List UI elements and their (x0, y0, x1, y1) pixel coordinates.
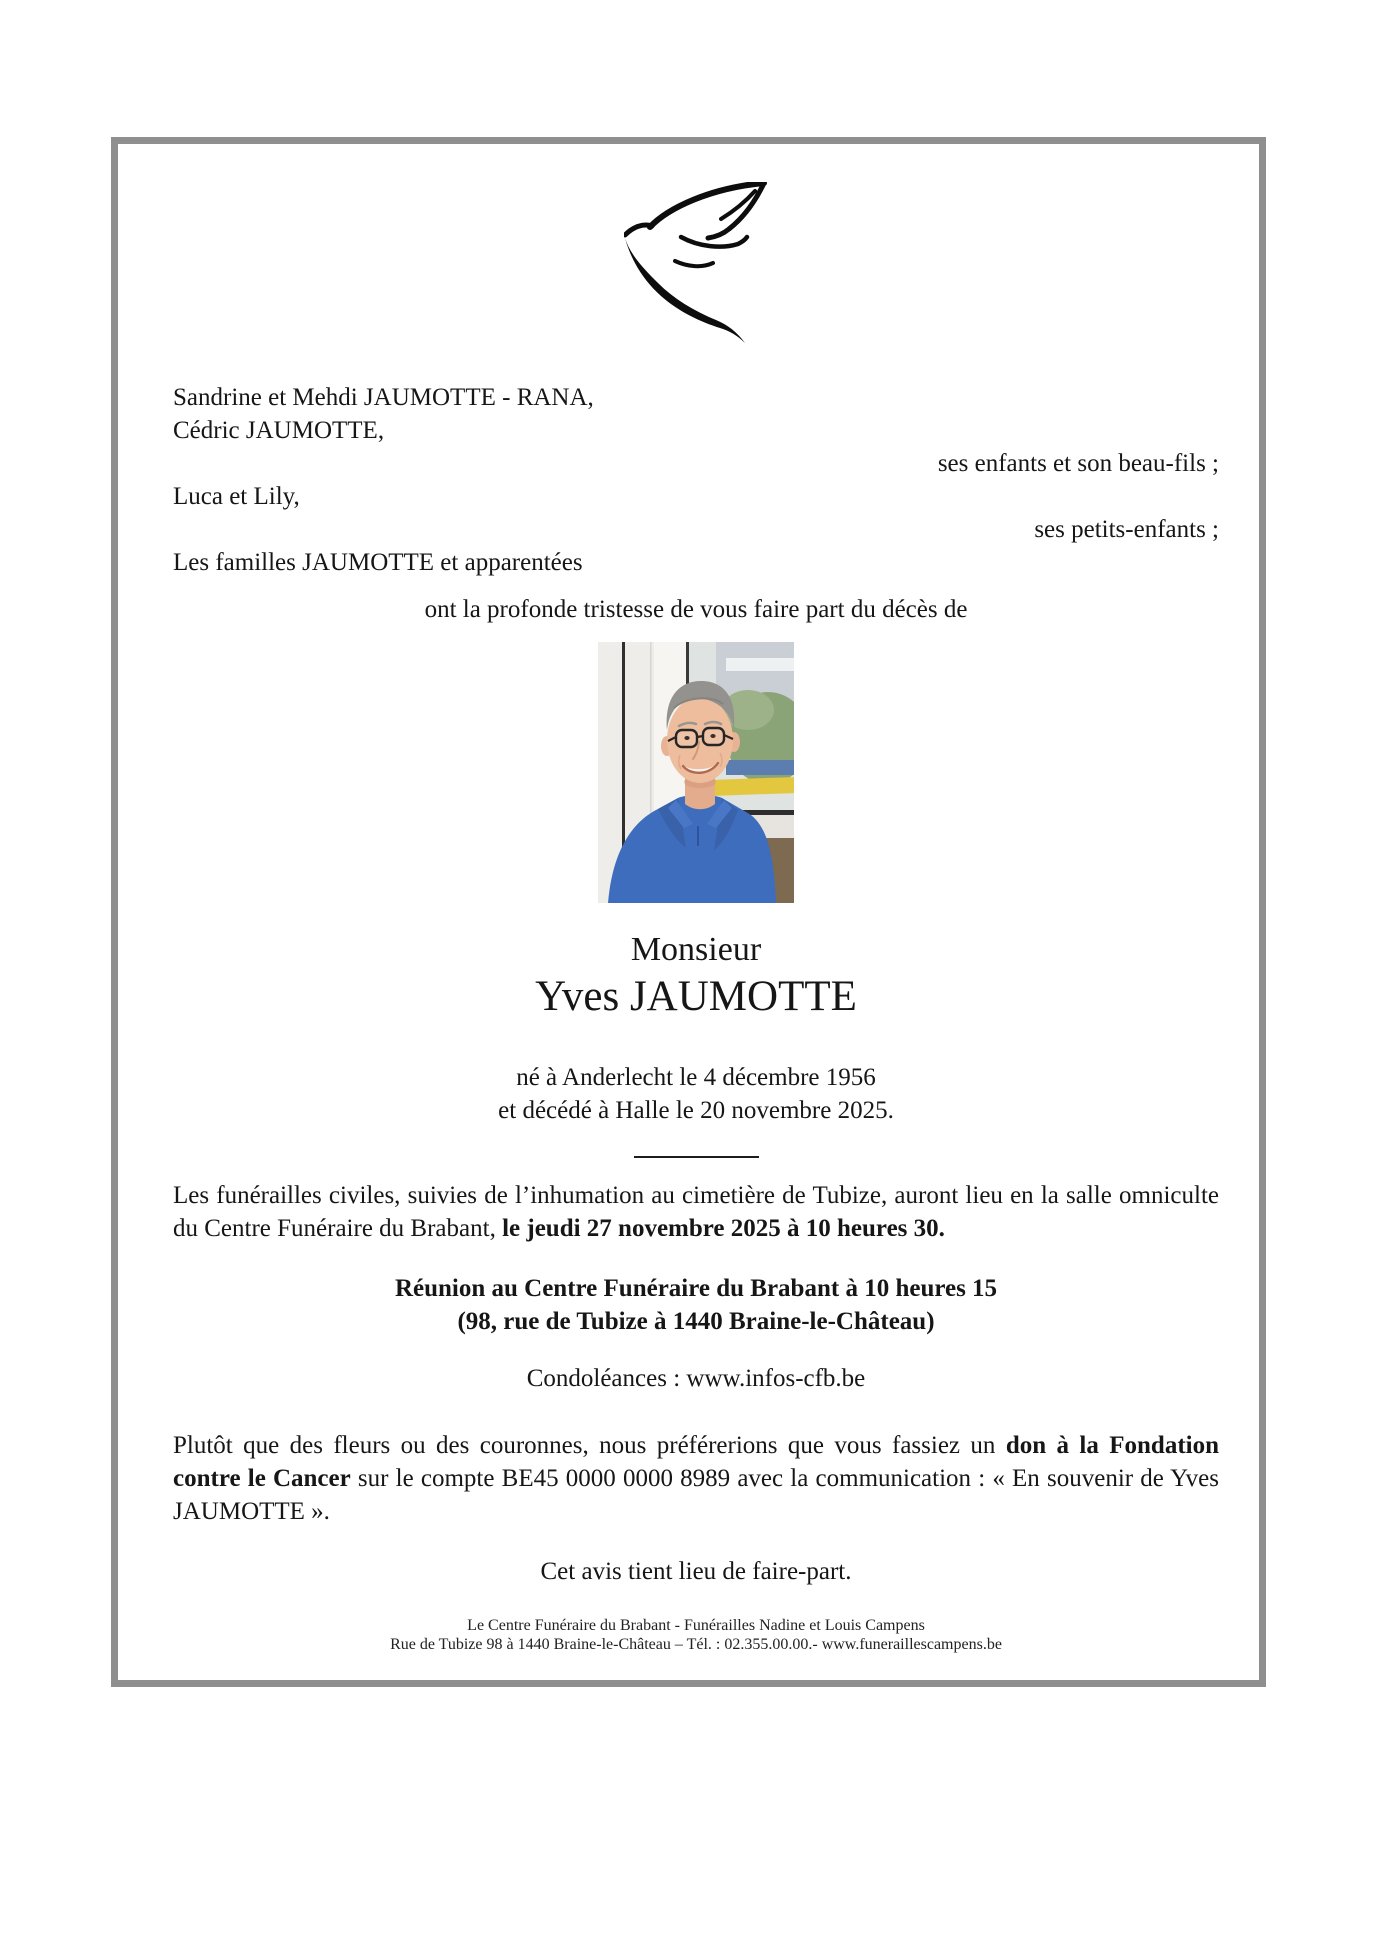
deceased-title: Monsieur (630, 931, 762, 968)
life-dates (173, 1061, 1219, 1127)
donation-bold: don à la Fondation contre le Cancer (173, 1432, 1219, 1492)
announcement-line: ont la profonde tristesse de vous faire part du décès de (424, 596, 968, 623)
dove-illustration (624, 182, 769, 347)
ceremony-intro-text: Les funérailles civiles, suivies de l’inhumation au cimetière de Tubize, auront lieu en la salle omniculte du Centre Funéraire du Brabant, (173, 1182, 1219, 1242)
footer-line-2: Rue de Tubize 98 à 1440 Braine-le-Château – Tél. : 02.355.00.00.- www.funeraillescampens.be (390, 1636, 1002, 1653)
ceremony-date-bold: le jeudi 27 novembre 2025 à 10 heures 30. (502, 1215, 945, 1242)
funeral-home-footer (173, 1616, 1219, 1654)
dove-icon (624, 182, 769, 347)
family-line: Cédric JAUMOTTE, (173, 417, 385, 444)
family-line: Luca et Lily, (173, 483, 300, 510)
meeting-line-2: (98, rue de Tubize à 1440 Braine-le-Château) (457, 1308, 935, 1335)
donation-paragraph (173, 1429, 1219, 1528)
portrait-photo (598, 642, 794, 903)
family-relation-line: ses petits-enfants ; (1034, 516, 1219, 543)
family-line: Les familles JAUMOTTE et apparentées (173, 549, 583, 576)
ceremony-paragraph (173, 1179, 1219, 1245)
donation-text-1: Plutôt que des fleurs ou des couronnes, nous préférerions que vous fassiez un (173, 1432, 1006, 1459)
faire-part-notice: Cet avis tient lieu de faire-part. (540, 1558, 852, 1585)
family-names-block (173, 381, 1219, 579)
card-content (118, 144, 1259, 1680)
birth-line: né à Anderlecht le 4 décembre 1956 (516, 1064, 876, 1091)
deceased-name: Yves JAUMOTTE (535, 973, 857, 1020)
meeting-line-1: Réunion au Centre Funéraire du Brabant à 10 heures 15 (394, 1275, 998, 1302)
section-divider (634, 1156, 759, 1158)
footer-line-1: Le Centre Funéraire du Brabant - Funérailles Nadine et Louis Campens (467, 1617, 925, 1634)
death-line: et décédé à Halle le 20 novembre 2025. (498, 1097, 894, 1124)
condolences-line: Condoléances : www.infos-cfb.be (526, 1365, 866, 1392)
donation-text-2: sur le compte BE45 0000 0000 8989 avec la communication : « En souvenir de Yves JAUMOTTE ». (173, 1465, 1219, 1525)
card-border (111, 137, 1266, 1687)
family-relation-line: ses enfants et son beau-fils ; (937, 450, 1219, 477)
meeting-info (173, 1272, 1219, 1338)
family-line: Sandrine et Mehdi JAUMOTTE - RANA, (173, 384, 594, 411)
